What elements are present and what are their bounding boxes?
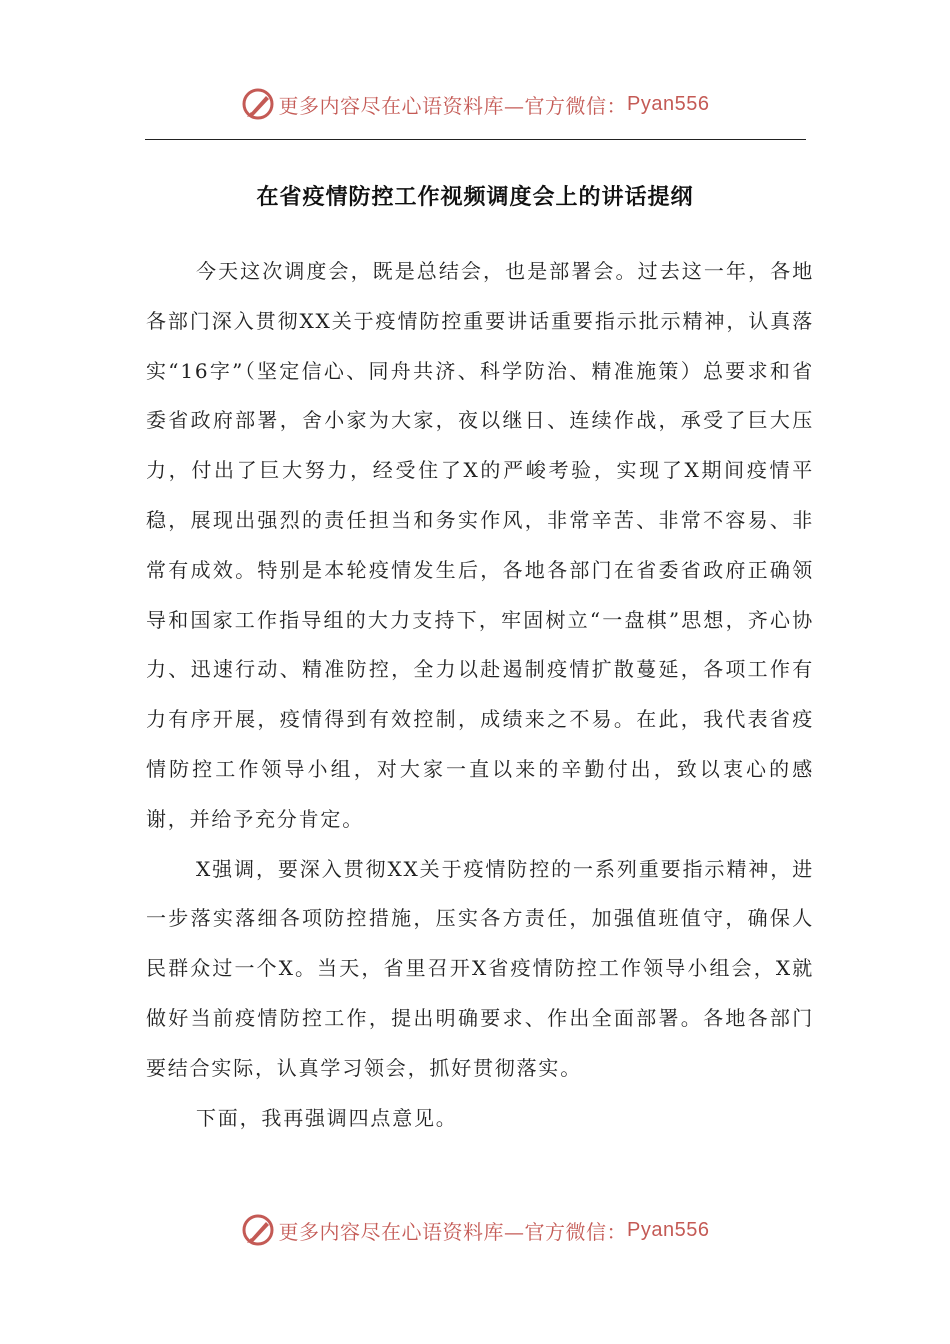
header-divider bbox=[145, 139, 806, 140]
header-banner-text: 更多内容尽在心语资料库—官方微信： bbox=[278, 93, 628, 118]
body-paragraph: 今天这次调度会，既是总结会，也是部署会。过去这一年，各地各部门深入贯彻XX关于疫情防控重要讲话重要指示批示精神，认真落实“16字”（坚定信心、同舟共济、科学防治、精准施策）总要求和省委省政府部署，舍小家为大家，夜以继日、连续作战，承受了巨大压力，付出了巨大努力，经受住了X的严峻考验，实现了X期间疫情平稳，展现出强烈的责任担当和务实作风，非常辛苦、非常不容易、非常有成效。特别是本轮疫情发生后，各地各部门在省委省政府正确领导和国家工作指导组的大力支持下，牢固树立“一盘棋”思想，齐心协力、迅速行动、精准防控，全力以赴遏制疫情扩散蔓延，各项工作有力有序开展，疫情得到有效控制，成绩来之不易。在此，我代表省疫情防控工作领导小组，对大家一直以来的辛勤付出，致以衷心的感谢，并给予充分肯定。 bbox=[146, 259, 814, 831]
pen-circle-logo-icon bbox=[241, 87, 275, 121]
footer-banner bbox=[0, 1210, 950, 1250]
body-paragraph: 下面，我再强调四点意见。 bbox=[196, 1105, 458, 1130]
document-title: 在省疫情防控工作视频调度会上的讲话提纲 bbox=[256, 184, 694, 210]
document-body bbox=[146, 247, 814, 1143]
footer-banner-text: 更多内容尽在心语资料库—官方微信： bbox=[278, 1219, 628, 1244]
header-banner bbox=[0, 84, 950, 124]
footer-wechat-id: Pyan556 bbox=[627, 1218, 710, 1241]
pen-circle-logo-icon bbox=[241, 1213, 275, 1247]
header-wechat-id: Pyan556 bbox=[627, 92, 710, 115]
body-paragraph: X强调，要深入贯彻XX关于疫情防控的一系列重要指示精神，进一步落实落细各项防控措施，压实各方责任，加强值班值守，确保人民群众过一个X。当天，省里召开X省疫情防控工作领导小组会，X就做好当前疫情防控工作，提出明确要求、作出全面部署。各地各部门要结合实际，认真学习领会，抓好贯彻落实。 bbox=[146, 856, 814, 1080]
